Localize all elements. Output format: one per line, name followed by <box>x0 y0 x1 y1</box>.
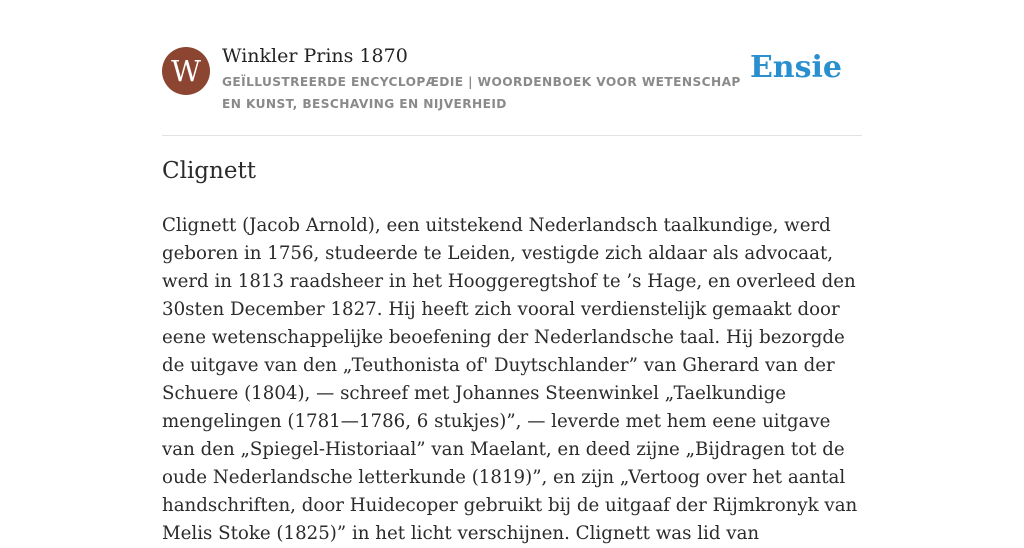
source-header <box>162 40 862 136</box>
source-avatar[interactable]: W <box>162 47 210 95</box>
entry-body: Clignett (Jacob Arnold), een uitstekend Nederlandsch taalkundige, werd geboren in 1756, studeerde te Leiden, vestigde zich aldaar als advocaat, werd in 1813 raadsheer in het Hooggeregtshof te ’s Hage, en overleed den 30sten December 1827. Hij heeft zich vooral verdienstelijk gemaakt door eene wetenschappelijke beoefening der Nederlandsche taal. Hij bezorgde de uitgave van den „Teuthonista of' Duytschlander” van Gherard van der Schuere (1804), — schreef met Johannes Steenwinkel „Taelkundige mengelingen (1781—1786, 6 stukjes)”, — leverde met hem eene uitgave van den „Spiegel-Historiaal” van Maelant, en deed zijne „Bijdragen tot de oude Nederlandsche letterkunde (1819)”, en zijn „Vertoog over het aantal handschriften, door Huidecoper gebruikt bij de uitgaaf der Rijmkronyk van Melis Stoke (1825)” in het licht verschijnen. Clignett was lid van <box>162 215 858 544</box>
entry-title: Clignett <box>162 158 256 184</box>
source-title[interactable]: Winkler Prins 1870 <box>222 45 408 67</box>
ensie-logo-link[interactable]: Ensie <box>749 50 842 85</box>
header-divider <box>162 135 862 136</box>
source-subtitle: GEÏLLUSTREERDE ENCYCLOPÆDIE | WOORDENBOEK VOOR WETENSCHAP EN KUNST, BESCHAVING EN NIJVERHEID <box>222 75 741 111</box>
